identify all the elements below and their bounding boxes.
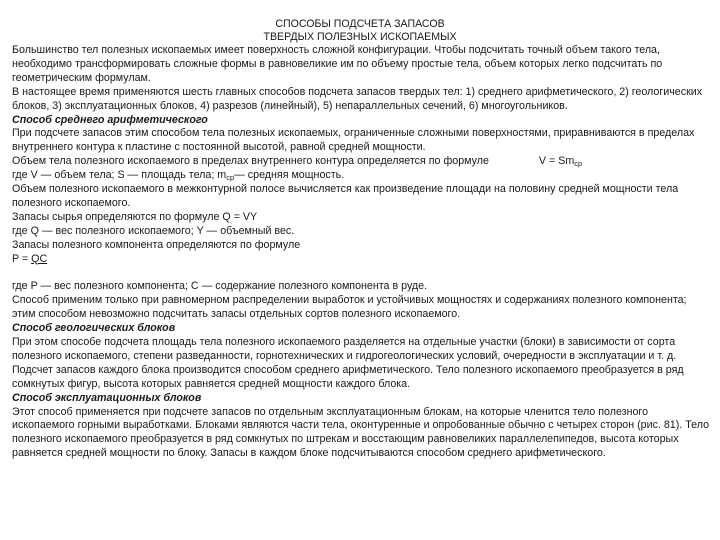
reserves-formula: Запасы сырья определяются по формуле Q = VY: [12, 210, 258, 223]
section-heading-arithmetic: Способ среднего арифметического: [12, 113, 208, 126]
intro-paragraph-2: В настоящее время применяются шесть главных способов подсчета запасов твердых тел: 1) среднего арифметического, 2) геологических блоков, 3) эксплуатационных блоков, 4) разрезов (линейный), 5) непараллельных сечений, 6) многоугольников.: [12, 85, 703, 112]
section-heading-geological-blocks: Способ геологических блоков: [12, 322, 176, 335]
page-title-line-2: ТВЕРДЫХ ПОЛЕЗНЫХ ИСКОПАЕМЫХ: [263, 31, 457, 43]
exploitation-blocks-paragraph: Этот способ применяется при подсчете запасов по отдельным эксплуатационным блокам, на которые членится тело полезного ископаемого горными выработками. Блоками являются части тела, оконтуренные и опробованные обычно с четырех сторон (рис. 81). Тело полезного ископаемого преобразуется в ряд сомкнутых по штрекам и восстающим равновеликих параллелепипедов, высота которых равняется средней мощности по блоку. Запасы в каждом блоке подсчитываются способом среднего арифметического.: [12, 405, 710, 460]
component-formula-text: Запасы полезного компонента определяются по формуле: [12, 238, 301, 251]
volume-formula-legend: где V — объем тела; S — площадь тела; $m_{ср}—$ средняя мощность.: [12, 169, 345, 183]
reserves-formula-legend: где Q — вес полезного ископаемого; Y — объемный вес.: [12, 224, 295, 237]
volume-formula: $V = Sm_{ср}$: [538, 155, 583, 169]
geological-blocks-paragraph: При этом способе подсчета площадь тела полезного ископаемого разделяется на отдельные участки (блоки) в зависимости от сорта полезного ископаемого, степени разведанности, горнотехнических и гидрогеологических условий, очередности в эксплуатации и т. д. Подсчет запасов каждого блока производится способом среднего арифметического. Тело полезного ископаемого преобразуется в ряд сомкнутых фигур, высота которых равняется средней мощности каждого блока.: [12, 336, 684, 390]
blank-line: [12, 267, 712, 281]
volume-formula-text: Объем тела полезного ископаемого в пределах внутреннего контура определяется по формуле: [12, 155, 489, 168]
section-heading-exploitation-blocks: Способ эксплуатационных блоков: [12, 391, 202, 404]
intro-paragraph-1: Большинство тел полезных ископаемых имеет поверхность сложной конфигурации. Чтобы подсчитать точный объем такого тела, необходимо трансформировать сложные формы в равновеликие им по объему простые тела, объем которых легко подсчитать по геометрическим формулам.: [12, 44, 663, 84]
arithmetic-paragraph-3: Объем полезного ископаемого в межконтурной полосе вычисляется как произведение площади на половину средней мощности тела полезного ископаемого.: [12, 183, 679, 209]
page-title-line-1: СПОСОБЫ ПОДСЧЕТА ЗАПАСОВ: [275, 18, 445, 30]
arithmetic-paragraph-4: Способ применим только при равномерном распределении выработок и устойчивых мощностях и содержаниях полезного компонента; этим способом невозможно подсчитать запасы отдельных сортов полезного ископаемого.: [12, 294, 687, 321]
component-formula-legend: где P — вес полезного компонента; C — содержание полезного компонента в руде.: [12, 280, 428, 293]
arithmetic-paragraph-1: При подсчете запасов этим способом тела полезных ископаемых, ограниченные сложными поверхностями, приравниваются в пределах внутреннего контура к пластине с постоянной высотой, равной средней мощности.: [12, 127, 695, 154]
document-body: [12, 44, 712, 461]
component-formula: P = QC: [12, 252, 48, 265]
arithmetic-paragraph-2: [12, 155, 712, 169]
